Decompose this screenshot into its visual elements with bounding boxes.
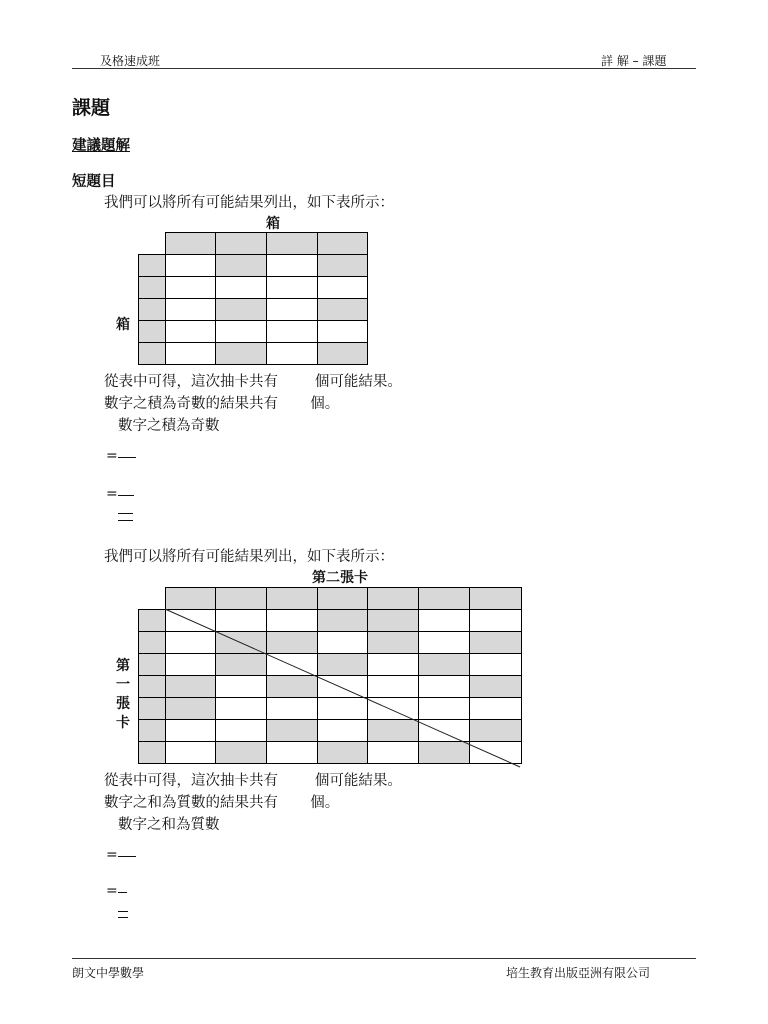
outcome-table-1 — [138, 232, 368, 365]
outcome-cell — [216, 343, 267, 365]
outcome-cell — [419, 610, 470, 632]
outcome-cell — [368, 698, 419, 720]
header-cell — [139, 277, 166, 299]
header-cell — [139, 321, 166, 343]
outcome-cell — [419, 742, 470, 764]
outcome-cell — [166, 277, 216, 299]
outcome-cell — [368, 610, 419, 632]
outcome-cell — [166, 742, 216, 764]
outcome-cell — [267, 610, 318, 632]
header-cell — [139, 343, 166, 365]
corner-cell — [139, 588, 166, 610]
outcome-cell — [267, 676, 318, 698]
outcome-cell — [318, 720, 368, 742]
outcome-cell — [267, 742, 318, 764]
header-cell — [139, 632, 166, 654]
outcome-cell — [470, 654, 522, 676]
outcome-cell — [267, 321, 318, 343]
part1-intro: 我們可以將所有可能結果列出，如下表所示： — [104, 195, 394, 211]
table-row — [139, 321, 368, 343]
header-cell — [139, 255, 166, 277]
outcome-cell — [216, 255, 267, 277]
header-cell — [139, 698, 166, 720]
outcome-cell — [166, 343, 216, 365]
table2-top-label: 第二張卡 — [312, 570, 368, 586]
outcome-cell — [267, 698, 318, 720]
page-title: 課題 — [72, 97, 111, 119]
header-cell — [318, 233, 368, 255]
header-cell — [139, 610, 166, 632]
part1-equals-1: = — [106, 448, 118, 464]
header-cell — [139, 742, 166, 764]
table-row — [139, 720, 522, 742]
outcome-cell — [419, 720, 470, 742]
header-cell — [470, 588, 522, 610]
part1-equals-3 — [118, 513, 133, 521]
outcome-cell — [216, 277, 267, 299]
table-row — [139, 588, 522, 610]
outcome-cell — [470, 742, 522, 764]
outcome-cell — [368, 720, 419, 742]
outcome-cell — [470, 720, 522, 742]
outcome-cell — [368, 632, 419, 654]
header-cell — [166, 588, 216, 610]
outcome-cell — [166, 698, 216, 720]
outcome-cell — [216, 676, 267, 698]
outcome-cell — [318, 654, 368, 676]
outcome-cell — [470, 698, 522, 720]
header-right: 詳 解 – 課題 — [601, 54, 667, 68]
outcome-cell — [166, 676, 216, 698]
outcome-cell — [470, 676, 522, 698]
part2-equals-1: = — [106, 847, 118, 863]
header-cell — [368, 588, 419, 610]
outcome-cell — [419, 632, 470, 654]
outcome-cell — [267, 343, 318, 365]
table-row — [139, 698, 522, 720]
outcome-table-2 — [138, 587, 522, 764]
table-row — [139, 299, 368, 321]
outcome-cell — [216, 720, 267, 742]
header-cell — [166, 233, 216, 255]
header-cell — [267, 588, 318, 610]
table2-side-label: 第 一 張 卡 — [116, 658, 130, 731]
subsection-title: 短題目 — [72, 174, 116, 190]
table-row — [139, 610, 522, 632]
header-cell — [139, 654, 166, 676]
outcome-cell — [318, 676, 368, 698]
outcome-cell — [216, 654, 267, 676]
section-title: 建議題解 — [72, 138, 130, 154]
header-cell — [267, 233, 318, 255]
table1-top-label: 箱 — [266, 216, 280, 232]
outcome-cell — [419, 676, 470, 698]
outcome-cell — [166, 632, 216, 654]
header-cell — [139, 676, 166, 698]
corner-cell — [139, 233, 166, 255]
table-row — [139, 632, 522, 654]
table-row — [139, 742, 522, 764]
part2-equals-3 — [118, 911, 128, 918]
table-row — [139, 255, 368, 277]
outcome-cell — [216, 610, 267, 632]
outcome-cell — [166, 610, 216, 632]
outcome-cell — [267, 277, 318, 299]
header-cell — [139, 720, 166, 742]
part1-fraction-bar-1 — [118, 457, 136, 458]
part1-equals-2: = — [106, 486, 118, 502]
footer-rule — [72, 958, 696, 959]
outcome-cell — [267, 632, 318, 654]
header-cell — [216, 588, 267, 610]
part2-intro: 我們可以將所有可能結果列出，如下表所示： — [104, 549, 394, 565]
outcome-cell — [216, 632, 267, 654]
table-row — [139, 343, 368, 365]
outcome-cell — [470, 632, 522, 654]
header-cell — [216, 233, 267, 255]
outcome-cell — [419, 698, 470, 720]
outcome-cell — [318, 343, 368, 365]
outcome-cell — [368, 742, 419, 764]
outcome-cell — [318, 698, 368, 720]
outcome-cell — [470, 610, 522, 632]
outcome-cell — [166, 654, 216, 676]
header-cell — [139, 299, 166, 321]
footer-left: 朗文中學數學 — [72, 966, 145, 980]
outcome-cell — [318, 299, 368, 321]
outcome-cell — [216, 321, 267, 343]
outcome-cell — [267, 255, 318, 277]
outcome-cell — [318, 742, 368, 764]
footer-right: 培生教育出版亞洲有限公司 — [506, 966, 651, 980]
outcome-cell — [368, 676, 419, 698]
outcome-cell — [166, 299, 216, 321]
header-left: 及格速成班 — [100, 54, 161, 68]
header-rule — [72, 68, 696, 69]
part1-total-line: 從表中可得，這次抽卡共有 個可能結果。 — [104, 374, 402, 390]
outcome-cell — [267, 654, 318, 676]
outcome-cell — [267, 720, 318, 742]
part1-probability-label: 數字之積為奇數 — [118, 418, 220, 434]
table-row — [139, 277, 368, 299]
header-cell — [419, 588, 470, 610]
part1-odd-count-line: 數字之積為奇數的結果共有 個。 — [104, 396, 340, 412]
outcome-cell — [368, 654, 419, 676]
part2-total-line: 從表中可得，這次抽卡共有 個可能結果。 — [104, 773, 402, 789]
outcome-cell — [216, 299, 267, 321]
outcome-cell — [216, 742, 267, 764]
part2-equals-2: = — [106, 883, 118, 899]
outcome-cell — [318, 632, 368, 654]
outcome-cell — [318, 321, 368, 343]
outcome-cell — [318, 610, 368, 632]
outcome-cell — [166, 255, 216, 277]
table1-side-label: 箱 — [116, 317, 130, 333]
part2-probability-label: 數字之和為質數 — [118, 817, 220, 833]
part1-fraction-bar-2 — [118, 495, 134, 496]
outcome-cell — [318, 255, 368, 277]
outcome-cell — [267, 299, 318, 321]
table-row — [139, 676, 522, 698]
part2-fraction-bar-1 — [118, 856, 136, 857]
outcome-cell — [318, 277, 368, 299]
table-row — [139, 233, 368, 255]
part2-fraction-bar-2 — [118, 892, 127, 893]
outcome-cell — [166, 720, 216, 742]
outcome-cell — [419, 654, 470, 676]
table-row — [139, 654, 522, 676]
part2-prime-count-line: 數字之和為質數的結果共有 個。 — [104, 795, 340, 811]
outcome-cell — [166, 321, 216, 343]
outcome-cell — [216, 698, 267, 720]
header-cell — [318, 588, 368, 610]
